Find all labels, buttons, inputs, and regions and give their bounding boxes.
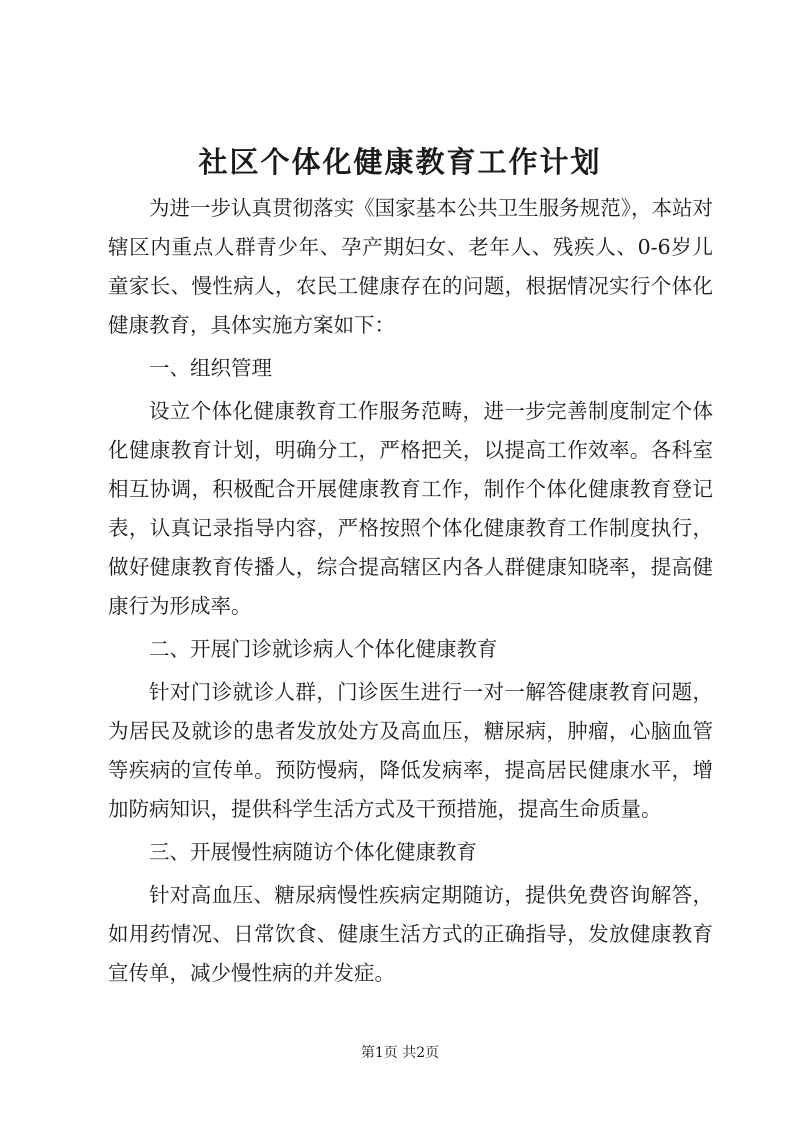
outpatient-paragraph: 针对门诊就诊人群，门诊医生进行一对一解答健康教育问题，为居民及就诊的患者发放处方及高血压，糖尿病，肿瘤，心脑血管等疾病的宣传单。预防慢病，降低发病率，提高居民健康水平，增加防病知识，提供科学生活方式及干预措施，提高生命质量。 — [108, 680, 713, 821]
intro-paragraph: 为进一步认真贯彻落实《国家基本公共卫生服务规范》，本站对辖区内重点人群青少年、孕产期妇女、老年人、残疾人、0-6岁儿童家长、慢性病人，农民工健康存在的问题，根据情况实行个体化健康教育，具体实施方案如下： — [108, 196, 713, 337]
section-heading-outpatient: 二、开展门诊就诊病人个体化健康教育 — [149, 637, 498, 661]
page-footer: 第1页 共2页 — [360, 1045, 440, 1061]
section-heading-chronic: 三、开展慢性病随访个体化健康教育 — [149, 840, 477, 864]
chronic-paragraph: 针对高血压、糖尿病慢性疾病定期随访，提供免费咨询解答，如用药情况、日常饮食、健康生活方式的正确指导，发放健康教育宣传单，减少慢性病的并发症。 — [108, 883, 713, 985]
document-body — [108, 189, 713, 997]
document-title: 社区个体化健康教育工作计划 — [198, 145, 602, 179]
organization-paragraph: 设立个体化健康教育工作服务范畴，进一步完善制度制定个体化健康教育计划，明确分工，严格把关，以提高工作效率。各科室相互协调，积极配合开展健康教育工作，制作个体化健康教育登记表，认真记录指导内容，严格按照个体化健康教育工作制度执行，做好健康教育传播人，综合提高辖区内各人群健康知晓率，提高健康行为形成率。 — [108, 399, 713, 618]
section-heading-organization: 一、组织管理 — [149, 356, 272, 380]
